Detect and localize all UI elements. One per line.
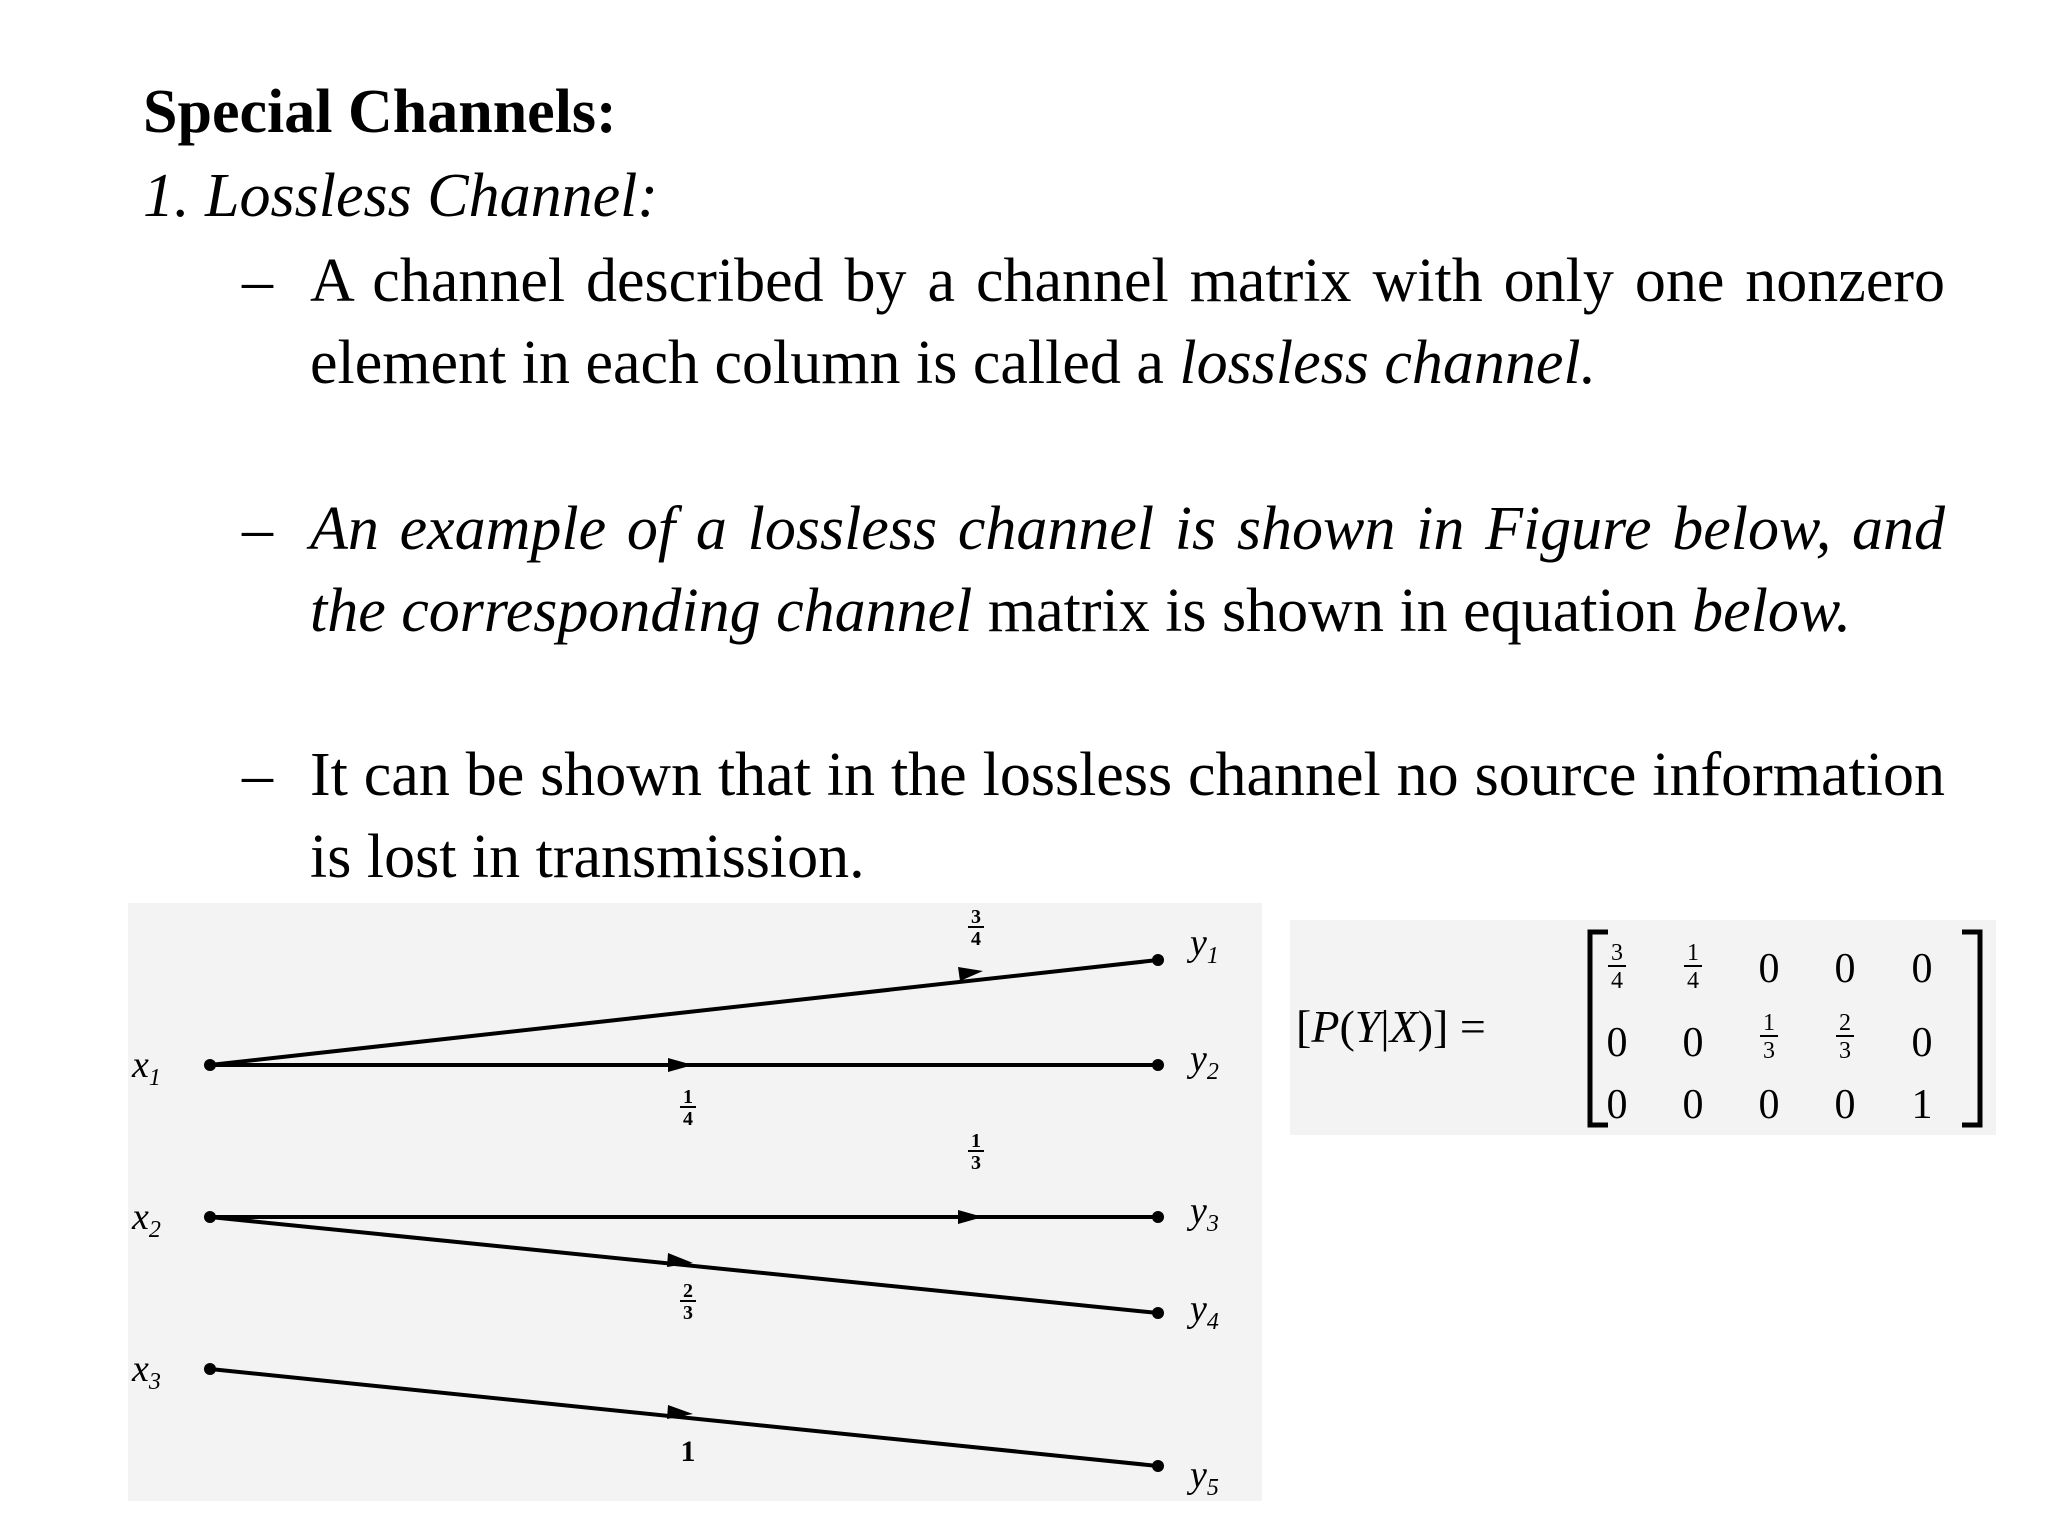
prob-2-3: [680, 1280, 696, 1324]
label-y3: $y_3$: [1190, 1190, 1219, 1237]
matrix-cell-r1c1: [1608, 940, 1626, 994]
node-x3: [204, 1363, 216, 1375]
svg-text:1: 1: [1763, 1010, 1775, 1036]
svg-text:4: 4: [1687, 968, 1699, 994]
bullet-dash: –: [242, 495, 273, 563]
bullet-text-italic: below.: [1692, 577, 1852, 645]
label-x1: $x_1$: [132, 1044, 161, 1091]
bullet-definition: [242, 240, 1945, 404]
node-y2: [1152, 1059, 1164, 1071]
channel-matrix: [1290, 920, 1996, 1135]
node-y4: [1152, 1307, 1164, 1319]
arrow-x1-y2: [668, 1058, 693, 1072]
node-x2: [204, 1211, 216, 1223]
bullet-dash: –: [242, 741, 273, 809]
prob-3-4: [968, 906, 984, 950]
channel-diagram-svg: [128, 903, 1262, 1501]
label-x2: $x_2$: [132, 1196, 161, 1243]
svg-text:3: 3: [971, 906, 981, 928]
node-x1: [204, 1059, 216, 1071]
matrix-cell-r1c3: 0: [1758, 946, 1780, 992]
svg-text:1: 1: [1687, 940, 1699, 966]
bullet-text-italic: An example of a lossless channel is shown in Figure below, and the corresponding channel: [310, 495, 1945, 645]
svg-text:4: 4: [683, 1108, 693, 1130]
label-x3: $x_3$: [132, 1348, 161, 1395]
node-y5: [1152, 1460, 1164, 1472]
svg-text:2: 2: [1839, 1010, 1851, 1036]
bullet-property: [242, 734, 1945, 898]
svg-text:3: 3: [1611, 940, 1623, 966]
section-title: 1. Lossless Channel:: [143, 162, 658, 230]
matrix-cell-r3c4: 0: [1834, 1082, 1856, 1128]
channel-diagram: [128, 903, 1262, 1501]
prob-1-3: [968, 1130, 984, 1174]
svg-text:1: 1: [971, 1130, 981, 1152]
matrix-cell-r2c3: [1760, 1010, 1778, 1064]
svg-text:3: 3: [971, 1152, 981, 1174]
svg-text:1: 1: [683, 1086, 693, 1108]
matrix-cell-r2c4: [1836, 1010, 1854, 1064]
node-y3: [1152, 1211, 1164, 1223]
svg-text:3: 3: [1763, 1038, 1775, 1064]
bullet-example: [242, 488, 1945, 652]
edge-x1-y1: [210, 960, 1158, 1065]
matrix-cell-r1c2: [1684, 940, 1702, 994]
label-y2: $y_2$: [1190, 1038, 1219, 1085]
prob-1-4: [680, 1086, 696, 1130]
node-y1: [1152, 954, 1164, 966]
matrix-cell-r3c1: 0: [1606, 1082, 1628, 1128]
prob-1: 1: [680, 1435, 696, 1468]
bullet-text: It can be shown that in the lossless channel no source information is lost in transmission.: [310, 741, 1945, 891]
svg-text:4: 4: [971, 928, 981, 950]
matrix-left-bracket: [1590, 932, 1608, 1125]
matrix-cell-r2c2: 0: [1682, 1020, 1704, 1066]
slide-heading: Special Channels:: [143, 78, 617, 146]
svg-text:3: 3: [683, 1302, 693, 1324]
channel-matrix-svg: [1290, 920, 1996, 1135]
svg-text:3: 3: [1839, 1038, 1851, 1064]
matrix-cell-r2c1: 0: [1606, 1020, 1628, 1066]
label-y4: $y_4$: [1190, 1288, 1219, 1335]
svg-text:4: 4: [1611, 968, 1623, 994]
matrix-cell-r3c3: 0: [1758, 1082, 1780, 1128]
bullet-text: A channel described by a channel matrix with only one nonzero element in each column is called a: [310, 247, 1945, 397]
arrow-x2-y3: [958, 1210, 983, 1224]
matrix-cell-r1c5: 0: [1911, 946, 1933, 992]
matrix-cell-r1c4: 0: [1834, 946, 1856, 992]
svg-text:2: 2: [683, 1280, 693, 1302]
label-y1: $y_1$: [1190, 922, 1219, 969]
matrix-cell-r3c5: 1: [1911, 1082, 1933, 1128]
bullet-text: matrix is shown in equation: [972, 577, 1693, 645]
matrix-cell-r2c5: 0: [1911, 1020, 1933, 1066]
bullet-text-italic: lossless channel.: [1179, 329, 1597, 397]
matrix-right-bracket: [1962, 932, 1980, 1125]
matrix-lhs: [P(Y|X)] =: [1296, 1001, 1486, 1052]
label-y5: $y_5$: [1190, 1454, 1219, 1501]
matrix-cell-r3c2: 0: [1682, 1082, 1704, 1128]
bullet-dash: –: [242, 247, 273, 315]
